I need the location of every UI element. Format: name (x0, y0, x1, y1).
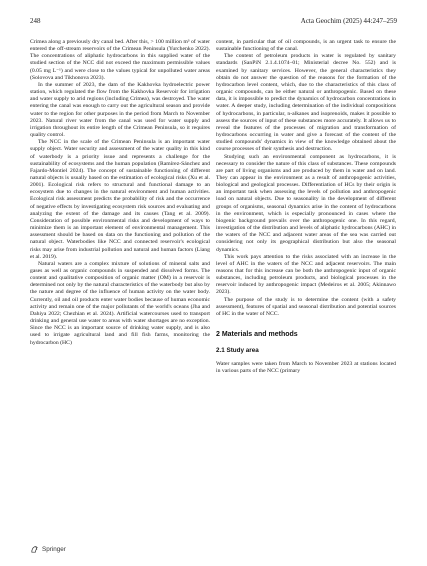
paragraph: Natural waters are a complex mixture of solutions of mineral salts and gases as well as organic compounds in suspended and dissolved forms. The content and qualitative composition of organic matter (OM) in a reservoir is determined not only by the natural characteristics of the waterbody but also by the nature and degree of the influence of human activity on the water body. Currently, oil and oil products enter water bodies because of human economic activity and remain one of the major pollutants of the world's oceans (Jha and Dahiya 2022; Chezhian et al. 2024). Artificial watercourses used to transport drinking and general use water to areas with water shortages are no exception. Since the NCC is an important source of drinking water supply, and is also used to irrigate agricultural land and fill fish farms, monitoring the hydrocarbon (HC) (30, 260, 210, 346)
footer (30, 545, 66, 554)
paragraph: The NCC in the scale of the Crimean Peninsula is an important water supply object. Water security and assessment of the water quality in this kind of waterbody is a priority issue and represents a challenge for the sustainability of ecosystems and the human population (Ramírez-Sánchez and Fajardo-Montiel 2024). The concept of sustainable functioning of different natural objects is usually based on the estimation of ecological risks (Xu et al. 2001). Ecological risk refers to structural and functional damage to an ecosystem due to changes in the natural environment and human activities. Ecological risk assessment predicts the probability of risk and the occurrence of negative effects by investigating ecosystem risk sources and evaluating and analyzing the extent of the damage and its causes (Tang et al. 2009). Consideration of possible environmental risks and development of ways to minimize them is an important element of environmental management. This assessment should be based on data on the functioning and pollution of the natural object. Waterbodies like NCC and connected reservoir's ecological risks may arise from industrial pollution and natural and human factors (Liang et al. 2019). (30, 139, 210, 260)
paragraph: Crimea along a previously dry canal bed. After this, > 100 million m³ of water entered the off-stream reservoirs of the Crimean Peninsula (Yurchenko 2022). The concentrations of aliphatic hydrocarbons in this supplied water of the studied section of the NCC did not exceed the maximum permissible values (0.05 mg L⁻¹) and were close to the values typical for unpolluted water areas (Solovova and Tikhonova 2023). (30, 39, 210, 81)
paragraph: Studying such an environmental component as hydrocarbons, it is necessary to consider the nature of this class of substances. These compounds are part of living organisms and are produced by them in water and on land. They can appear in the environment as a result of anthropogenic activities, biological and geological processes. Differentiation of HCs by their origin is an important task when assessing the levels of pollution and anthropogenic load on natural objects. Due to seasonality in the development of different groups of organisms, seasonal dynamics arise in the content of hydrocarbons in the environment, which is especially pronounced in cases where the biogenic background prevails over the anthropogenic one. In this regard, investigation of the distribution and levels of aliphatic hydrocarbons (AHC) in the waters of the NCC and adjacent water areas of the sea was carried out considering not only its geographical distribution but also the seasonal dynamics. (216, 153, 396, 253)
journal-citation: Acta Geochim (2025) 44:247–259 (300, 17, 397, 25)
paragraph: Water samples were taken from March to November 2023 at stations located in various parts of the NCC (primary (216, 361, 396, 375)
publisher-name: Springer (42, 546, 66, 553)
paragraph: content, in particular that of oil compounds, is an urgent task to ensure the sustainable functioning of the canal. (216, 39, 396, 53)
paragraph: The purpose of the study is to determine the content (with a safety assessment), features of spatial and seasonal distribution and potential sources of HC in the water of NCC. (216, 296, 396, 317)
left-column (30, 39, 210, 347)
right-column (216, 39, 396, 375)
springer-horse-icon (30, 545, 39, 554)
section-heading: 2 Materials and methods (216, 331, 298, 339)
paragraph: This work pays attention to the risks associated with an increase in the level of AHC in the waters of the NCC and adjacent reservoirs. The main reasons that for this increase can be both the anthropogenic input of organic substances, including petroleum products, and biological processes in the reservoir induced by anthropogenic impact (Medeiros et al. 2005; Akinnawo 2023). (216, 253, 396, 296)
paragraph: In the summer of 2023, the dam of the Kakhovka hydroelectric power station, which regulated the flow from the Kakhovka Reservoir for irrigation and water supply to arid regions (including Crimea), was destroyed. The water entering the canal was enough to carry out the agricultural season and provide water to the region for other purposes in the period from March to November 2023. Natural river water from the canal was used for water supply and irrigation throughout its entire length of the Crimean Peninsula, so it requires quality control. (30, 81, 210, 139)
subsection-heading: 2.1 Study area (216, 347, 259, 355)
page-number: 248 (30, 17, 41, 25)
paragraph: The content of petroleum products in water is regulated by sanitary standards (SanPiN 2.1.4.1074–01; Ministerial decree No. 552) and is examined by sanitary services. However, the general characteristics they obtain do not answer the question of the reasons for the formation of the hydrocarbon level content, which, due to the characteristics of this class of organic compounds, can be either natural or anthropogenic. Based on these data, it is impossible to predict the dynamics of hydrocarbon concentrations in water. A deeper study, including determination of the individual compositions of hydrocarbons, in particular, n-alkanes and isoprenoids, makes it possible to assess the sources of input of these substances more accurately. It allows us to reveal the features of the processes of migration and transformation of hydrocarbons occurring in water and give a forecast of the content of the studied compounds' dynamics in view of the knowledge obtained about the course processes of their synthesis and destruction. (216, 53, 396, 153)
